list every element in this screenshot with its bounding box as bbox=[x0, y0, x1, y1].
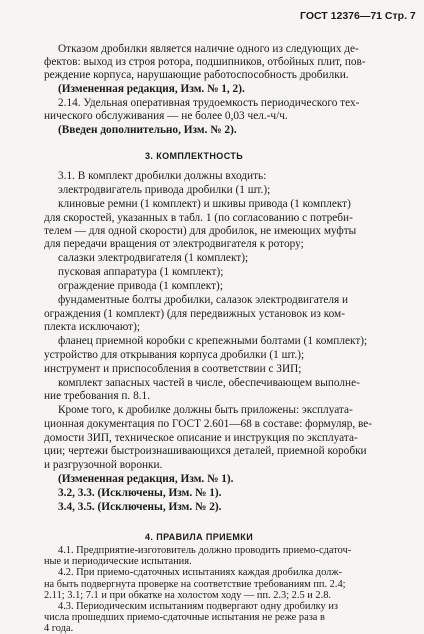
text-line: на быть подвергнута проверке на соответствие требованиям пп. 2.4; bbox=[44, 578, 346, 590]
text-line: ные и периодические испытания. bbox=[44, 556, 192, 568]
text-line: 4.1. Предприятие-изготовитель должно проводить приемо-сдаточ- bbox=[58, 545, 352, 556]
text-line: электродвигатель привода дробилки (1 шт.); bbox=[58, 184, 271, 196]
text-line: 2.11; 3.1; 7.1 и при обкатке на холостом ходу — пп. 2.3; 2.5 и 2.8. bbox=[44, 589, 332, 601]
text-line: Отказом дробилки является наличие одного из следующих де- bbox=[58, 43, 359, 55]
text-line: ограждение привода (1 комплект); bbox=[58, 280, 223, 292]
text-line: устройство для открывания корпуса дробилки (1 шт.); bbox=[44, 349, 305, 361]
text-line: пусковая аппаратура (1 комплект); bbox=[58, 266, 224, 278]
text-line: числа прошедших приемо-сдаточные испытания не реже раза в bbox=[44, 612, 325, 624]
section-heading: 4. ПРАВИЛА ПРИЕМКИ bbox=[145, 532, 254, 542]
text-line: клиновые ремни (1 комплект) и шкивы привода (1 комплект) bbox=[58, 198, 351, 210]
text-line: нического обслуживания — не более 0,03 чел.-ч/ч. bbox=[44, 110, 288, 122]
text-line: плекта исключают); bbox=[44, 321, 140, 333]
text-line: салазки электродвигателя (1 комплект); bbox=[58, 252, 249, 264]
text-line: ние требования п. 8.1. bbox=[44, 390, 151, 402]
text-line: фланец приемной коробки с крепежными болтами (1 комплект); bbox=[58, 335, 368, 347]
text-line: телем — для одной скорости) для дробилок, не имеющих муфты bbox=[44, 225, 357, 237]
edition-note: (Введен дополнительно, Изм. № 2). bbox=[58, 124, 237, 136]
text-line: ционная документация по ГОСТ 2.601—68 в составе: формуляр, ве- bbox=[44, 418, 373, 430]
text-line: фундаментные болты дробилки, салазок электродвигателя и bbox=[58, 294, 349, 306]
edition-note: (Измененная редакция, Изм. № 1). bbox=[58, 473, 234, 485]
section-heading: 3. КОМПЛЕКТНОСТЬ bbox=[145, 151, 244, 161]
text-line: Кроме того, к дробилке должны быть приложены: эксплуата- bbox=[58, 404, 353, 416]
text-line: 3.1. В комплект дробилки должны входить: bbox=[58, 170, 267, 182]
text-line: инструмент и приспособления в соответствии с ЗИП; bbox=[44, 363, 302, 375]
text-line: для передачи вращения от электродвигателя к ротору; bbox=[44, 238, 304, 250]
text-line: домости ЗИП, техническое описание и инструкция по эксплуата- bbox=[44, 432, 358, 444]
text-line: 4.2. При приемо-сдаточных испытаниях каждая дробилка долж- bbox=[58, 567, 342, 579]
text-line: ограждения (1 комплект) (для передвижных установок из ком- bbox=[44, 308, 345, 320]
edition-note: (Измененная редакция, Изм. № 1, 2). bbox=[58, 83, 245, 95]
text-line: ции; чертежи быстроизнашивающихся деталей, приемной коробки bbox=[44, 445, 367, 457]
text-line: 2.14. Удельная оперативная трудоемкость периодического тех- bbox=[58, 97, 360, 109]
edition-note: 3.2, 3.3. (Исключены, Изм. № 1). bbox=[58, 487, 222, 499]
text-line: реждение корпуса, нарушающие работоспособность дробилки. bbox=[44, 69, 349, 81]
text-line: 4 года. bbox=[44, 623, 74, 634]
text-line: 4.3. Периодическим испытаниям подвергают одну дробилку из bbox=[58, 601, 338, 612]
text-line: комплект запасных частей в числе, обеспечивающем выполне- bbox=[58, 377, 360, 389]
page-header: ГОСТ 12376—71 Стр. 7 bbox=[300, 10, 416, 22]
edition-note: 3.4, 3.5. (Исключены, Изм. № 2). bbox=[58, 501, 222, 513]
text-line: для скоростей, указанных в табл. 1 (по согласованию с потреби- bbox=[44, 212, 353, 224]
text-line: и разгрузочной воронки. bbox=[44, 459, 163, 471]
text-line: фектов: выход из строя ротора, подшипников, отбойных плит, пов- bbox=[44, 56, 366, 68]
